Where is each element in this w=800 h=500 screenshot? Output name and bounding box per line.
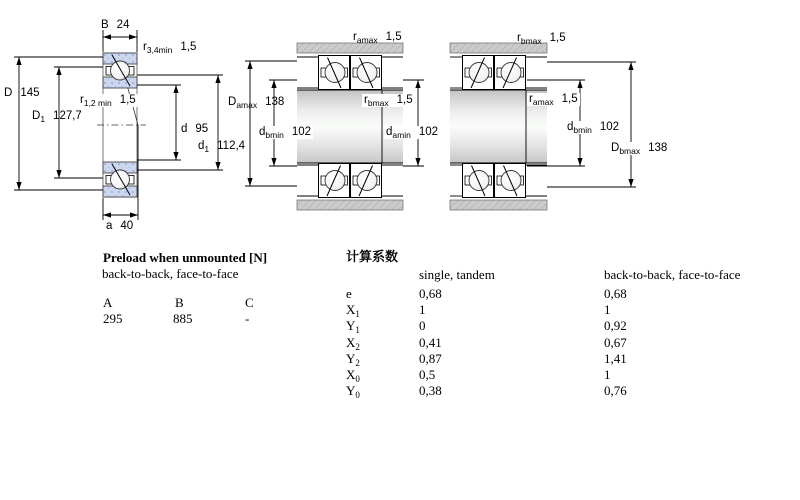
factors-col2-header: back-to-back, face-to-face: [604, 267, 741, 282]
housing-bottom: [297, 200, 403, 210]
bearing-cell: [495, 164, 526, 198]
factor-value: 0,92: [604, 318, 627, 334]
factor-value: 0,38: [419, 383, 442, 399]
factor-symbol: $X_0$: [346, 366, 360, 384]
label-r34min: $r_{3,4min}$ 1,5: [143, 41, 197, 55]
label-B: B 24: [101, 19, 130, 31]
label-ramax-top: $r_{amax}$ 1,5: [353, 31, 402, 45]
factors-single-tandem-column: [419, 286, 442, 399]
label-d: d 95: [181, 123, 209, 135]
factor-value: 0,68: [604, 286, 627, 301]
label-D1: $D_1$ 127,7: [32, 110, 82, 124]
bearing-cell: [351, 56, 382, 90]
label-dbmin-left: $d_{bmin}$ 102: [259, 126, 312, 140]
factor-symbol: $X_1$: [346, 302, 360, 320]
factor-symbol: $X_2$: [346, 334, 360, 352]
factor-value: 0,68: [419, 286, 442, 301]
factors-col1-header: single, tandem: [419, 267, 495, 282]
factor-value: 1: [419, 302, 426, 318]
preload-col-C: C: [245, 295, 254, 310]
label-ramax-mid: $r_{amax}$ 1,5: [529, 93, 578, 107]
factor-value: 1: [604, 302, 611, 318]
factor-value: 1,41: [604, 350, 627, 366]
factor-symbol: e: [346, 286, 352, 301]
preload-subtitle: back-to-back, face-to-face: [102, 266, 239, 281]
label-Damax: $D_{amax}$ 138: [228, 96, 285, 110]
preload-value-C: -: [245, 311, 250, 326]
factors-title: 计算系数: [346, 250, 399, 265]
factor-symbol: $Y_1$: [346, 318, 360, 336]
preload-value-B: 885: [173, 311, 193, 326]
preload-col-B: B: [175, 295, 184, 310]
bearing-cell: [495, 56, 526, 90]
label-a: a 40: [106, 220, 134, 232]
bearing-cell: [463, 164, 494, 198]
factor-value: 0,67: [604, 334, 627, 350]
bearing-section-bottom: [103, 162, 137, 197]
label-d1: $d_1$ 112,4: [198, 140, 246, 154]
factor-value: 0,41: [419, 334, 442, 350]
label-D: D 145: [4, 87, 40, 99]
bearing-cell: [319, 164, 350, 198]
preload-value-A: 295: [103, 311, 123, 326]
label-rbmax-mid: $r_{bmax}$ 1,5: [364, 94, 413, 108]
label-dbmin-right: $d_{bmin}$ 102: [567, 121, 620, 135]
bearing-cell: [319, 56, 350, 90]
factors-paired-column: [604, 286, 627, 399]
bearing-cell: [463, 56, 494, 90]
factor-value: 0,87: [419, 350, 442, 366]
bearing-section-top: [103, 53, 137, 88]
factor-symbol: $Y_2$: [346, 350, 360, 368]
label-r12min: $r_{1,2 min}$ 1,5: [80, 94, 136, 108]
factors-symbol-column: [346, 286, 360, 399]
label-rbmax-top: $r_{bmax}$ 1,5: [517, 32, 566, 46]
preload-col-A: A: [103, 295, 113, 310]
label-damin: $d_{amin}$ 102: [386, 126, 439, 140]
label-Dbmax: $D_{bmax}$ 138: [611, 142, 668, 156]
factor-symbol: $Y_0$: [346, 383, 360, 401]
housing-top: [297, 43, 403, 53]
factor-value: 1: [604, 366, 611, 382]
bearing-cell: [351, 164, 382, 198]
factor-value: 0,5: [419, 366, 436, 382]
factor-value: 0,76: [604, 383, 627, 399]
housing-bottom: [450, 200, 547, 210]
factor-value: 0: [419, 318, 426, 334]
arrangement-face-to-face: [450, 43, 547, 210]
preload-title: Preload when unmounted [N]: [103, 250, 268, 265]
